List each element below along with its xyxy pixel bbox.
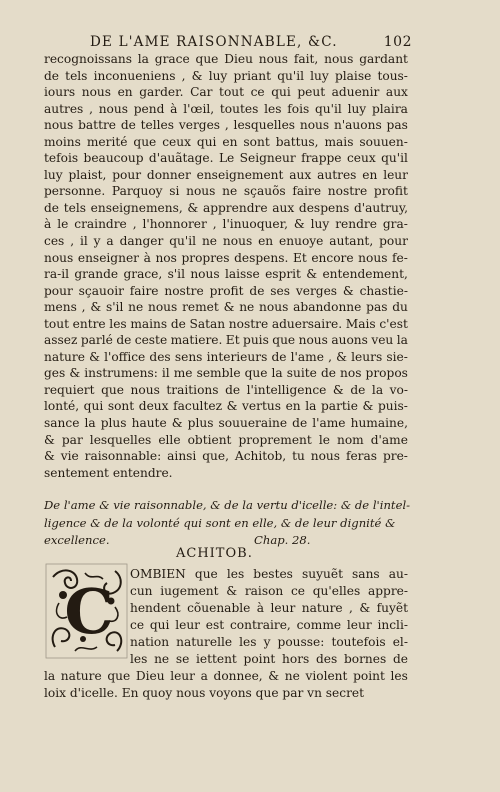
text-line: recognoissans la grace que Dieu nous fait, nous gardant bbox=[44, 52, 408, 66]
text-line: nature & l'office des sens interieurs de l'ame , & leurs sie- bbox=[44, 349, 408, 364]
running-title: DE L'AME RAISONNABLE, &C. bbox=[90, 34, 338, 50]
text-line: nous enseigner à nos propres despens. Et encore nous fe- bbox=[44, 250, 408, 265]
text-line: personne. Parquoy si nous ne sçauõs faire nostre profit bbox=[44, 184, 408, 199]
text-line: de tels enseignemens, & apprendre aux despens d'autruy, bbox=[44, 200, 408, 215]
text-line: & vie raisonnable: ainsi que, Achitob, tu nous feras pre- bbox=[44, 449, 408, 464]
text-line: ces , il y a danger qu'il ne nous en enuoye autant, pour bbox=[44, 234, 408, 249]
chapter-heading-line: ligence & de la volonté qui sont en elle, & de leur dignité & bbox=[44, 515, 396, 530]
text-line: tefois beaucoup d'auãtage. Le Seigneur frappe ceux qu'il bbox=[44, 151, 408, 166]
text-line: moins merité que ceux qui en sont battus, mais souuen- bbox=[44, 134, 408, 149]
chapter-number: Chap. 28. bbox=[254, 533, 311, 547]
text-line: lonté, qui sont deux facultez & vertus en la partie & puis- bbox=[44, 399, 408, 414]
text-line: hendent cõuenable à leur nature , & fuyẽt bbox=[130, 601, 408, 615]
text-line: à le craindre , l'honnorer , l'inuoquer, & luy rendre gra- bbox=[44, 217, 408, 232]
text-line: nation naturelle les y pousse: toutefois el- bbox=[130, 635, 408, 649]
text-line: mens , & s'il ne nous remet & ne nous abandonne pas du bbox=[44, 300, 408, 315]
text-line: sance la plus haute & plus souueraine de l'ame humaine, bbox=[44, 416, 408, 431]
text-line: luy plaist, pour donner enseignement aux autres en leur bbox=[44, 167, 408, 182]
text-line: cun iugement & raison ce qu'elles appre- bbox=[130, 584, 408, 598]
text-line: OMBIEN que les bestes suyuẽt sans au- bbox=[130, 567, 408, 581]
speaker-name: ACHITOB. bbox=[176, 546, 253, 561]
running-head bbox=[90, 31, 412, 53]
body-text bbox=[44, 51, 408, 481]
text-line: loix d'icelle. En quoy nous voyons que par vn secret bbox=[44, 686, 365, 700]
text-line: sentement entendre. bbox=[44, 465, 173, 480]
chapter-text bbox=[44, 566, 408, 702]
text-line: iours nous en garder. Car tout ce qui peut aduenir aux bbox=[44, 85, 408, 100]
text-line: ges & instrumens: il me semble que la suite de nos propos bbox=[44, 366, 408, 381]
text-line: requiert que nous traitions de l'intelligence & de la vo- bbox=[44, 382, 408, 397]
initial-letter: C bbox=[64, 575, 114, 648]
text-line: & par lesquelles elle obtient proprement le nom d'ame bbox=[44, 432, 408, 447]
text-line: la nature que Dieu leur a donnee, & ne violent point les bbox=[44, 669, 408, 683]
text-line: tout entre les mains de Satan nostre aduersaire. Mais c'est bbox=[44, 316, 408, 331]
text-line: ce qui leur est contraire, comme leur incli- bbox=[130, 618, 408, 632]
text-line: de tels inconueniens , & luy priant qu'il luy plaise tous- bbox=[44, 68, 408, 83]
text-line: autres , nous pend à l'œil, toutes les fois qu'il luy plaira bbox=[44, 101, 408, 116]
text-line: pour sçauoir faire nostre profit de ses verges & chastie- bbox=[44, 283, 408, 298]
chapter-heading-line: De l'ame & vie raisonnable, & de la vertu d'icelle: & de l'intel- bbox=[44, 498, 411, 512]
chapter-heading bbox=[44, 497, 411, 550]
text-line: assez parlé de ceste matiere. Et puis que nous auons veu la bbox=[44, 333, 408, 348]
text-line: nous battre de telles verges , lesquelles nous n'auons pas bbox=[44, 118, 408, 133]
text-line: les ne se iettent point hors des bornes de bbox=[130, 652, 408, 666]
text-line: ra-il grande grace, s'il nous laisse esprit & entendement, bbox=[44, 267, 408, 282]
chapter-heading-line: excellence. bbox=[44, 533, 110, 547]
page-number: 102 bbox=[383, 34, 412, 50]
